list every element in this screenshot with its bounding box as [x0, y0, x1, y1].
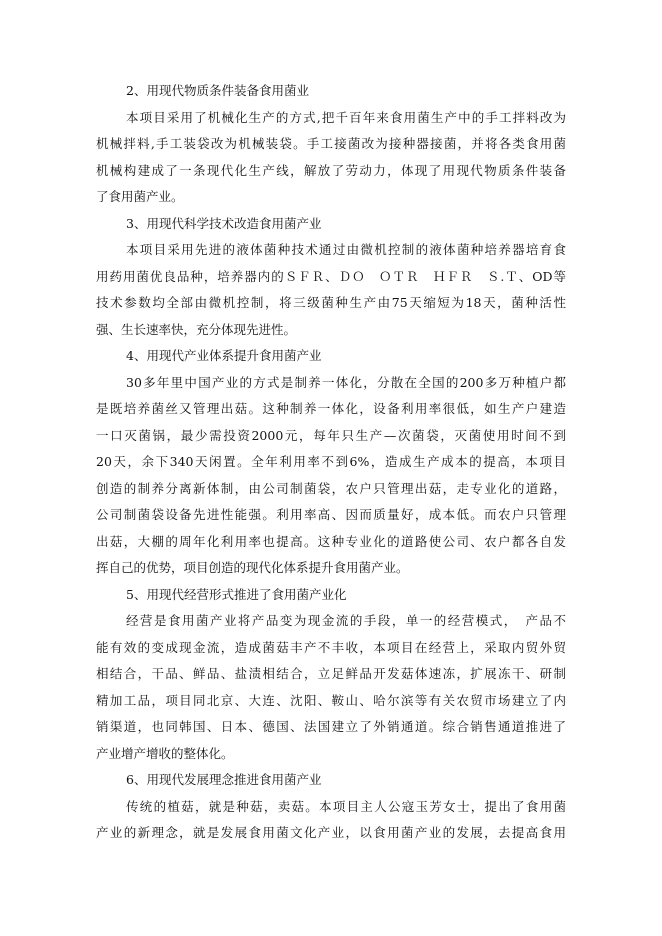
section-heading-3: 3、用现代科学技术改造食用菌产业 [126, 215, 322, 231]
paragraph-line: 机械构建成了一条现代化生产线，解放了劳动力，体现了用现代物质条件装备 [96, 162, 566, 178]
paragraph-line: 机械拌料,手工装袋改为机械装袋。手工接菌改为接种器接菌，并将各类食用菌 [96, 136, 566, 151]
section-heading-5: 5、用现代经营形式推进了食用菌产业化 [126, 586, 347, 602]
section-heading-2: 2、用现代物质条件装备食用菌业 [126, 83, 309, 98]
paragraph-line: 本项目采用先进的液体菌种技术通过由微机控制的液体菌种培养器培育食 [126, 242, 566, 257]
paragraph-line: 精加工品，项目同北京、大连、沈阳、鞍山、哈尔滨等有关农贸市场建立了内 [96, 692, 566, 708]
paragraph-line: 创造的制养分离新体制，由公司制菌袋，农户只管理出菇，走专业化的道路， [96, 480, 566, 496]
paragraph-line: 是既培养菌丝又管理出菇。这种制养一体化，设备利用率很低，如生产户建造 [96, 401, 566, 416]
paragraph-line: 能有效的变成现金流，造成菌菇丰产不丰收，本项目在经营上，采取内贸外贸 [96, 639, 566, 655]
paragraph-line: 相结合，干品、鲜品、盐渍相结合，立足鲜品开发菇体速冻，扩展冻干、研制 [96, 666, 566, 681]
paragraph-line: 产业增产增收的整体化。 [96, 745, 234, 761]
paragraph-line: 传统的植菇，就是种菇，卖菇。本项目主人公寇玉芳女士，提出了食用菌 [126, 798, 566, 814]
paragraph-line: 一口灭菌锅，最少需投资2000元，每年只生产—次菌袋，灭菌使用时间不到 [96, 427, 566, 443]
paragraph-line: 20天，余下340天闲置。全年利用率不到6%，造成生产成本的提高，本项目 [96, 454, 566, 469]
section-heading-6: 6、用现代发展理念推进食用菌产业 [126, 772, 322, 787]
paragraph-line: 30多年里中国产业的方式是制养一体化，分散在全国的200多万种植户都 [126, 374, 566, 390]
paragraph-line: 了食用菌产业。 [96, 189, 184, 204]
paragraph-line: 强、生长速率快，充分体现先进性。 [96, 321, 297, 337]
paragraph-line: 技术参数均全部由微机控制，将三级菌种生产由75天缩短为18天，菌种活性 [96, 295, 566, 310]
paragraph-line: 本项目采用了机械化生产的方式,把千百年来食用菌生产中的手工拌料改为 [126, 109, 566, 125]
paragraph-line: 销渠道，也同韩国、日本、德国、法国建立了外销通道。综合销售通道推进了 [96, 719, 566, 734]
paragraph-line: 产业的新理念，就是发展食用菌文化产业，以食用菌产业的发展，去提高食用 [96, 825, 566, 840]
paragraph-line: 出菇，大棚的周年化利用率也提高。这种专业化的道路使公司、农户都各自发 [96, 533, 566, 549]
paragraph-line: 公司制菌袋设备先进性能强。利用率高、因而质量好，成本低。而农户只管理 [96, 507, 566, 522]
paragraph-line: 挥自己的优势，项目创造的现代化体系提升食用菌产业。 [96, 560, 409, 575]
document-body [96, 78, 566, 847]
paragraph-line: 用药用菌优良品种，培养器内的ＳＦＲ、ＤＯ ＯＴＲ ＨＦＲ Ｓ.Ｔ、OD等 [96, 268, 566, 284]
paragraph-line: 经营是食用菌产业将产品变为现金流的手段，单一的经营模式， 产品不 [126, 613, 566, 628]
section-heading-4: 4、用现代产业体系提升食用菌产业 [126, 348, 322, 363]
